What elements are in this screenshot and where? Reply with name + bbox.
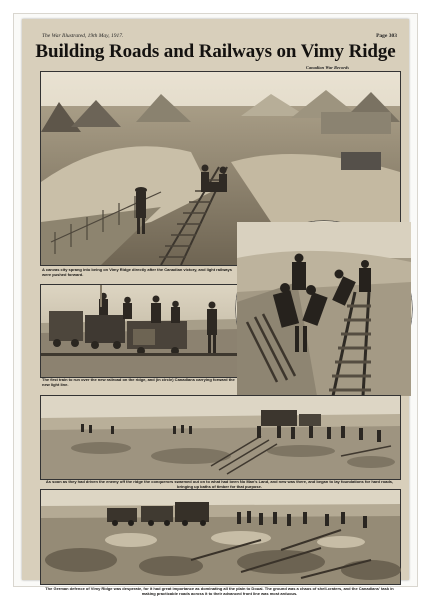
photo-no-mans-land bbox=[40, 395, 401, 480]
caption-first-train: The first train to run over the new railroad on the ridge, and (in circle) Canadians carrying forward the new light line. bbox=[42, 377, 235, 387]
photo-credit: Canadian War Records bbox=[305, 65, 349, 70]
photo-first-train bbox=[40, 284, 240, 378]
photo-shell-craters bbox=[40, 489, 401, 585]
photo-circle-laying-track bbox=[236, 221, 412, 397]
magazine-page bbox=[22, 19, 409, 596]
caption-no-mans-land: As soon as they had driven the enemy off the ridge the conquerors swarmed out on to what had been No Man's Land, and new was there, and began to lay foundations for hard roads, bringing up baths of timber for that purpose. bbox=[45, 479, 394, 489]
caption-canvas-city: A canvas city sprang into being on Vimy Ridge directly after the Canadian victory, and light railways were pushed forward. bbox=[42, 267, 232, 277]
page-number: Page 303 bbox=[376, 33, 397, 39]
caption-shell-craters: The German defence of Vimy Ridge was desperate, for it had great importance as dominating all the plain to Douai. The ground was a chaos of shell-craters, and the Canadians' task in making practicable roads across it to their advanced front line was most arduous. bbox=[45, 586, 394, 596]
page-title: Building Roads and Railways on Vimy Ridge bbox=[35, 41, 396, 62]
publication-line: The War Illustrated, 19th May, 1917. bbox=[42, 33, 124, 39]
